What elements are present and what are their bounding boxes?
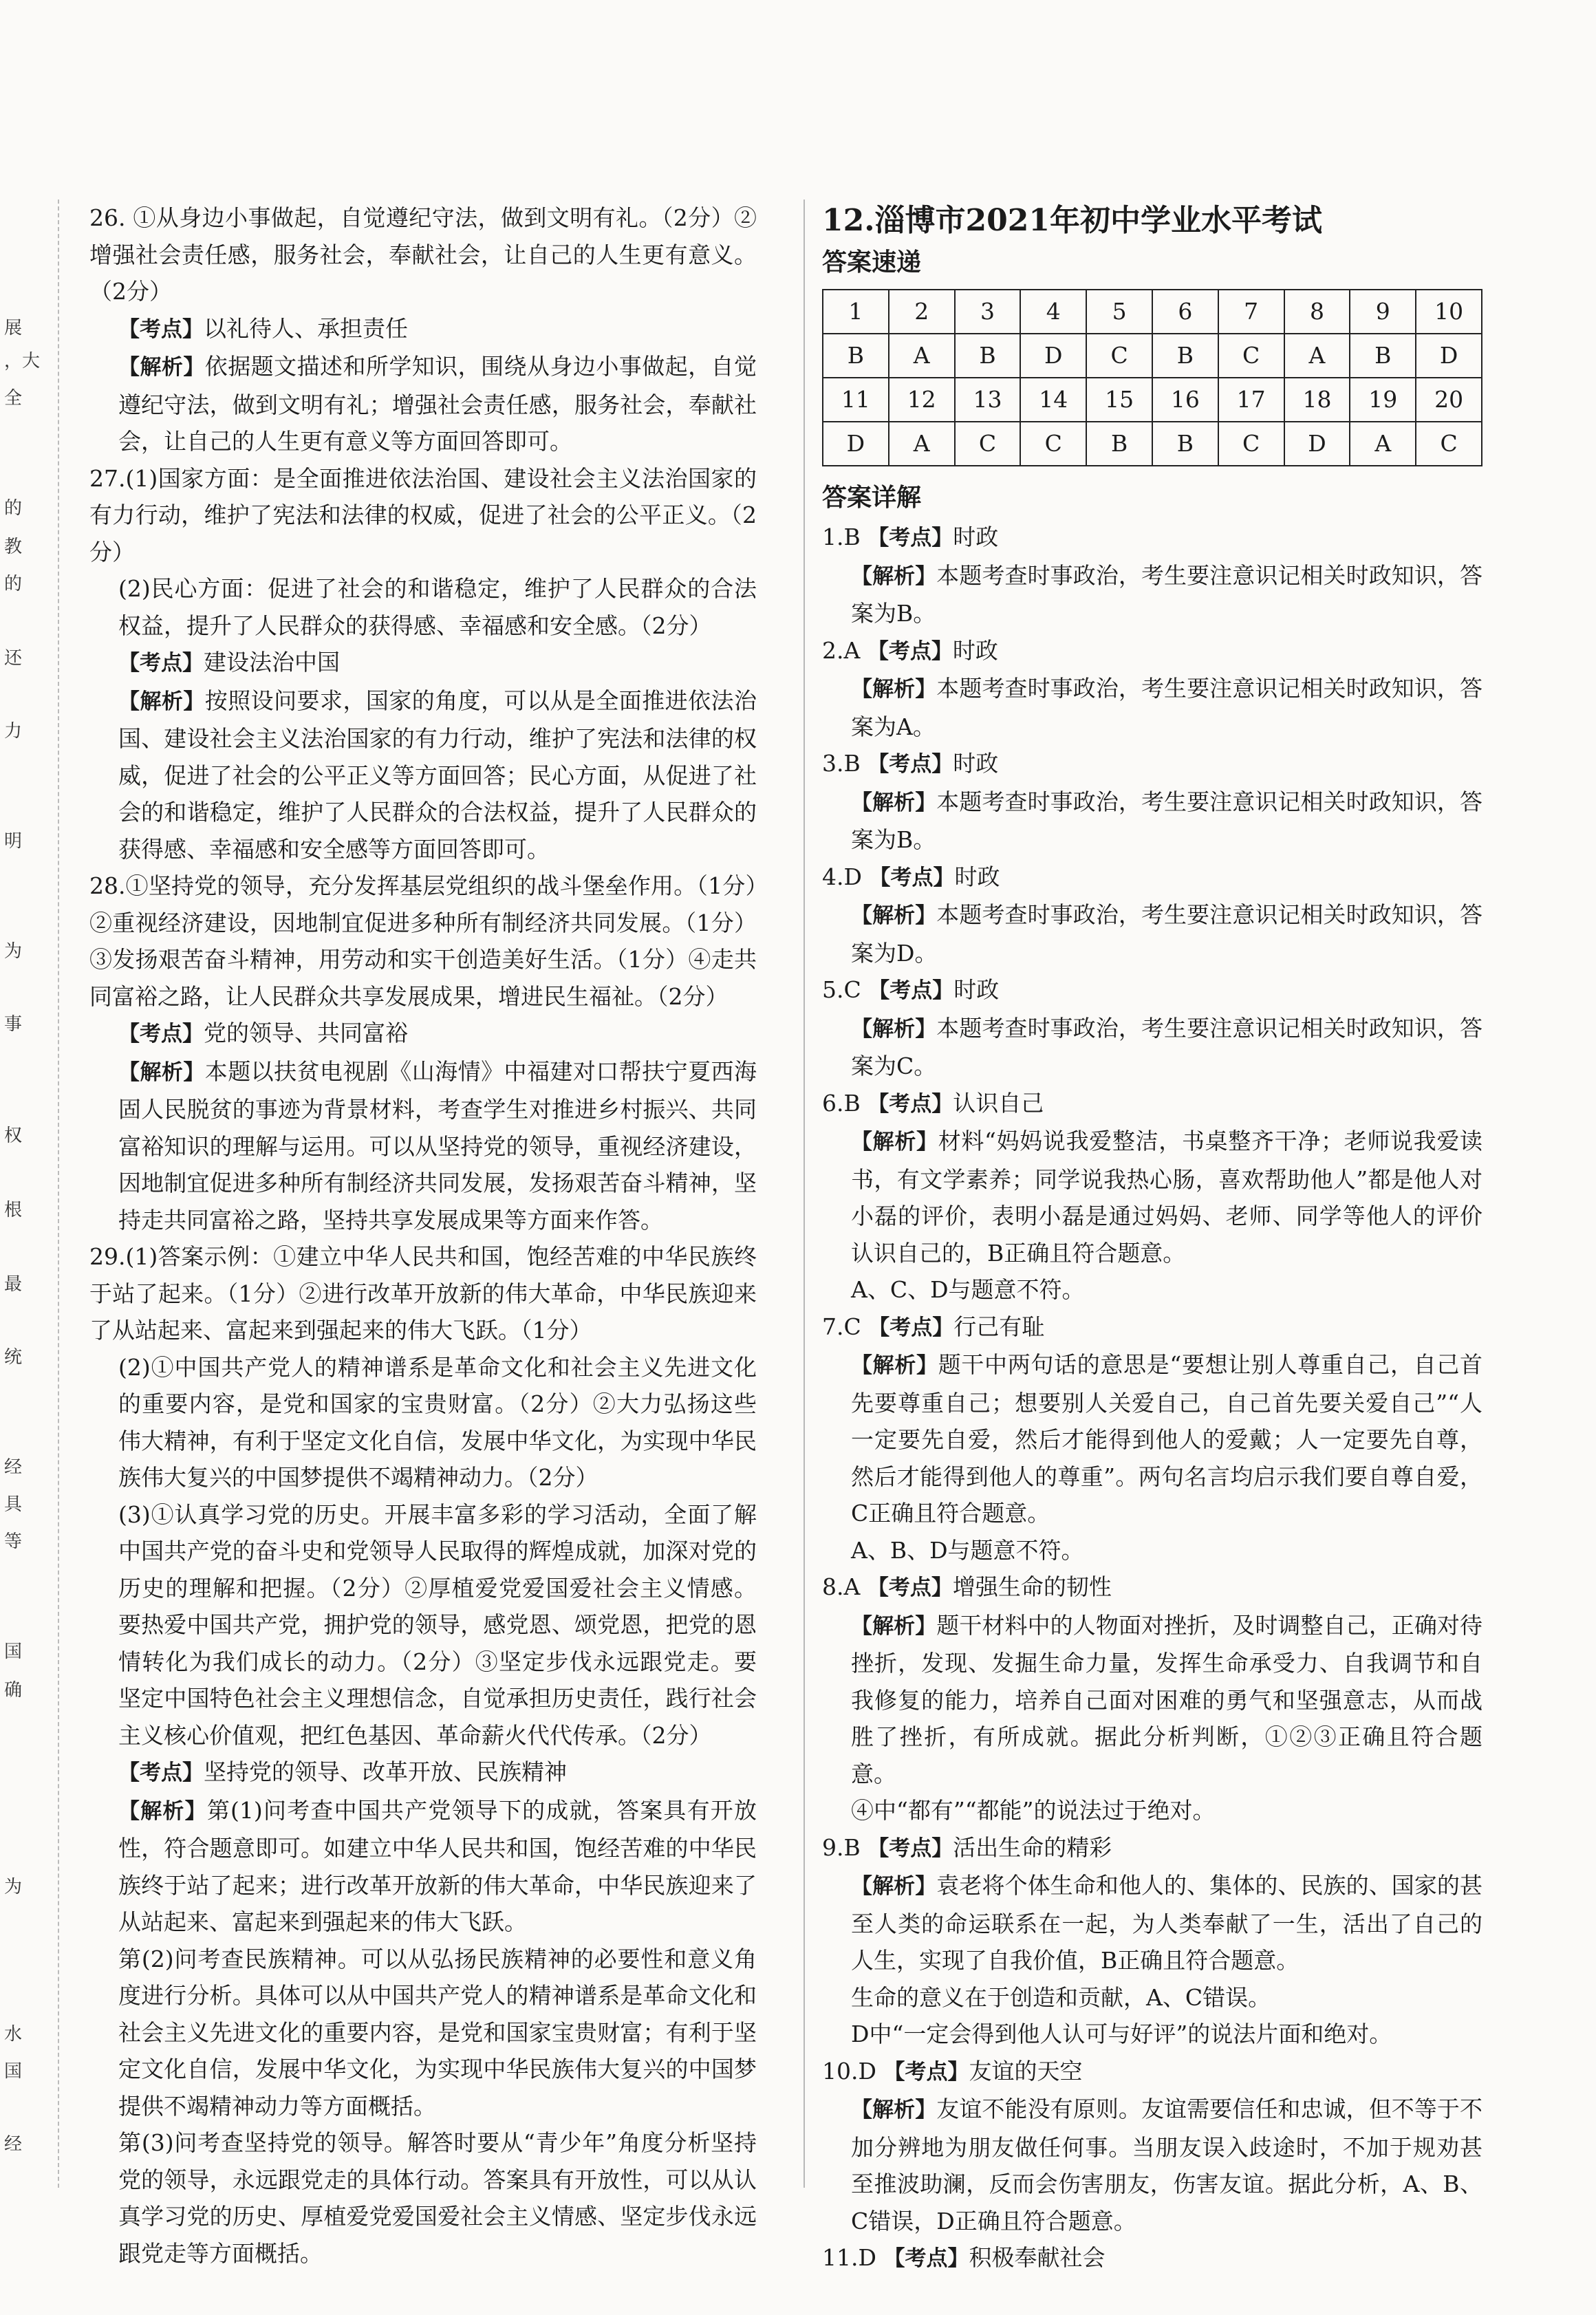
edge-fragment: 力 [4,721,23,742]
q29-jiexi-1: 【解析】第(1)问考查中国共产党领导下的成就，答案具有开放性，符合题意即可。如建立中华人民共和国，饱经苦难的中华民族终于站了起来；进行改革开放新的伟大革命，中华民族迎来了从站起来、富起来到强起来的伟大飞跃。 [118,1796,757,1935]
table-cell: 20 [1416,378,1482,422]
quick-answer-title: 答案速递 [822,248,922,277]
q8-header: 8.A 【考点】增强生命的韧性 [822,1573,1112,1600]
kaodian-label: 【考点】 [868,978,954,1003]
q6-header: 6.B 【考点】认识自己 [822,1089,1044,1117]
q9-extra-2: D中“一定会得到他人认可与好评”的说法片面和绝对。 [851,2021,1392,2047]
edge-fragment: 水 [4,2024,23,2045]
kaodian-label: 【考点】 [883,2246,969,2271]
jiexi-label: 【解析】 [851,1613,937,1639]
q1-header: 1.B 【考点】时政 [822,524,999,550]
q26-answer: 26. ①从身边小事做起，自觉遵纪守法，做到文明有礼。（2分）②增强社会责任感，服务社会，奉献社会，让自己的人生更有意义。（2分） [89,204,757,305]
edge-fragment: 经 [4,1457,23,1478]
q3-jiexi: 【解析】本题考查时事政治，考生要注意识记相关时政知识，答案为B。 [851,788,1483,853]
kaodian-label: 【考点】 [867,1575,953,1600]
edge-fragment: 的 [4,498,23,519]
kaodian-label: 【考点】 [867,752,953,777]
q28-jiexi: 【解析】本题以扶贫电视剧《山海情》中福建对口帮扶宁夏西海固人民脱贫的事迹为背景材料，考查学生对推进乡村振兴、共同富裕知识的理解与运用。可以从坚持党的领导，重视经济建设，因地制宜促进多种所有制经济共同发展，发扬艰苦奋斗精神，坚持走共同富裕之路，坚持共享发展成果等方面来作答。 [118,1057,757,1234]
table-cell: 17 [1218,378,1284,422]
right-column [822,200,1482,2278]
detail-title: 答案详解 [822,484,922,512]
table-cell: B [1350,334,1416,378]
q8-extra: ④中“都有”“都能”的说法过于绝对。 [851,1797,1216,1824]
left-column [89,200,757,2272]
edge-fragment: 经 [4,2134,23,2155]
edge-fragment: 为 [4,1877,23,1897]
q9-extra-1: 生命的意义在于创造和贡献，A、C错误。 [851,1983,1271,2011]
jiexi-label: 【解析】 [118,689,205,714]
jiexi-label: 【解析】 [851,2098,937,2122]
q26-jiexi: 【解析】依据题文描述和所学知识，围绕从身边小事做起，自觉遵纪守法，做到文明有礼；增强社会责任感，服务社会，奉献社会，让自己的人生更有意义等方面回答即可。 [118,353,757,455]
edge-fragment: 教 [4,537,23,557]
q10-jiexi: 【解析】友谊不能没有原则。友谊需要信任和忠诚，但不等于不加分辨地为朋友做任何事。当朋友误入歧途时，不加于规劝甚至推波助澜，反而会伤害朋友，伤害友谊。据此分析，A、B、C错误，D正确且符合题意。 [851,2096,1483,2235]
kaodian-label: 【考点】 [118,651,204,676]
edge-fragment: 明 [4,831,23,852]
jiexi-label: 【解析】 [851,1130,938,1154]
edge-fragment: 根 [4,1200,23,1220]
edge-fragment: 还 [4,648,23,669]
table-cell: D [1284,422,1350,466]
edge-fragment: 的 [4,574,23,594]
q7-header: 7.C 【考点】行己有耻 [822,1313,1045,1340]
table-cell: A [1350,422,1416,466]
table-row-answers-2 [823,422,1482,466]
table-cell: B [1086,422,1152,466]
binding-margin-line [58,200,61,2188]
q9-header: 9.B 【考点】活出生命的精彩 [822,1833,1112,1861]
q4-header: 4.D 【考点】时政 [822,863,1000,890]
q11-header: 11.D 【考点】积极奉献社会 [822,2244,1106,2271]
table-cell: 5 [1086,290,1152,334]
q1-jiexi: 【解析】本题考查时事政治，考生要注意识记相关时政知识，答案为B。 [851,561,1483,627]
table-cell: D [1416,334,1482,378]
edge-fragment: 为 [4,941,23,962]
q3-header: 3.B 【考点】时政 [822,750,999,777]
q29-jiexi-3: 第(3)问考查坚持党的领导。解答时要从“青少年”角度分析坚持党的领导，永远跟党走的具体行动。答案具有开放性，可以从认真学习党的历史、厚植爱党爱国爱社会主义情感、坚定步伐永远跟党走等方面概括。 [118,2129,757,2267]
table-cell: A [889,422,955,466]
q2-header: 2.A 【考点】时政 [822,636,998,664]
exam-title: 12.淄博市2021年初中学业水平考试 [822,203,1323,238]
jiexi-label: 【解析】 [851,563,937,589]
jiexi-label: 【解析】 [118,355,205,380]
kaodian-label: 【考点】 [867,526,953,550]
q29-jiexi-2: 第(2)问考查民族精神。可以从弘扬民族精神的必要性和意义角度进行分析。具体可以从中国共产党人的精神谱系是革命文化和社会主义先进文化的重要内容，是党和国家宝贵财富；有利于坚定文化自信，发展中华文化，为实现中华民族伟大复兴的中国梦提供不竭精神动力等方面概括。 [118,1945,757,2120]
table-cell: B [1152,334,1218,378]
jiexi-label: 【解析】 [851,677,937,702]
kaodian-label: 【考点】 [118,316,204,342]
jiexi-label: 【解析】 [851,1874,937,1899]
q27-kaodian: 【考点】建设法治中国 [118,649,340,676]
edge-fragment: 国 [4,1641,23,1662]
q7-jiexi: 【解析】题干中两句话的意思是“要想让别人尊重自己，自己首先要尊重自己；想要别人关爱自己，自己首先要关爱自己”“人一定要先自爱，然后才能得到他人的爱戴；人一定要先自尊，然后才能得到他人的尊重”。两句名言均启示我们要自尊自爱，C正确且符合题意。 [851,1351,1482,1527]
table-cell: 3 [955,290,1021,334]
q29-kaodian: 【考点】坚持党的领导、改革开放、民族精神 [118,1758,567,1785]
q10-header: 10.D 【考点】友谊的天空 [822,2057,1083,2085]
q29-answer-2: (2)①中国共产党人的精神谱系是革命文化和社会主义先进文化的重要内容，是党和国家的宝贵财富。（2分）②大力弘扬这些伟大精神，有利于坚定文化自信，发展中华文化，为实现中华民族伟大复兴的中国梦提供不竭精神动力。（2分） [118,1353,757,1491]
column-divider [804,200,805,2188]
table-cell: C [1086,334,1152,378]
q6-extra: A、C、D与题意不符。 [851,1276,1085,1303]
q29-answer-3: (3)①认真学习党的历史。开展丰富多彩的学习活动，全面了解中国共产党的奋斗史和党领导人民取得的辉煌成就，加深对党的历史的理解和把握。（2分）②厚植爱党爱国爱社会主义情感。要热爱中国共产党，拥护党的领导，感党恩、颂党恩，把党的恩情转化为我们成长的动力。（2分）③坚定步伐永远跟党走。要坚定中国特色社会主义理想信念，自觉承担历史责任，践行社会主义核心价值观，把红色基因、革命薪火代代传承。（2分） [118,1500,757,1749]
table-cell: 7 [1218,290,1284,334]
table-row-numbers-1 [823,290,1482,334]
table-cell: 11 [823,378,889,422]
table-cell: C [955,422,1021,466]
table-cell: 19 [1350,378,1416,422]
table-cell: 18 [1284,378,1350,422]
edge-fragment: 最 [4,1274,23,1295]
table-cell: 2 [889,290,955,334]
table-cell: C [1218,422,1284,466]
kaodian-label: 【考点】 [868,1315,954,1340]
kaodian-label: 【考点】 [118,1761,204,1785]
kaodian-label: 【考点】 [867,1091,953,1117]
table-cell: 13 [955,378,1021,422]
kaodian-label: 【考点】 [883,2059,969,2085]
q9-jiexi: 【解析】袁老将个体生命和他人的、集体的、民族的、国家的甚至人类的命运联系在一起，为人类奉献了一生，活出了自己的人生，实现了自我价值，B正确且符合题意。 [851,1872,1483,1974]
edge-fragment: 确 [4,1680,23,1701]
q29-answer-1: 29.(1)答案示例：①建立中华人民共和国，饱经苦难的中华民族终于站了起来。（1分）②进行改革开放新的伟大革命，中华民族迎来了从站起来、富起来到强起来的伟大飞跃。（1分） [89,1243,757,1344]
jiexi-label: 【解析】 [851,790,937,815]
q26-kaodian: 【考点】以礼待人、承担责任 [118,314,408,342]
edge-fragment: 全 [4,388,23,409]
q2-jiexi: 【解析】本题考查时事政治，考生要注意识记相关时政知识，答案为A。 [851,675,1483,740]
edge-fragment: ，大 [4,351,41,372]
table-cell: 14 [1020,378,1086,422]
table-cell: D [1020,334,1086,378]
edge-fragment: 事 [4,1014,23,1035]
jiexi-label: 【解析】 [118,1798,207,1824]
table-cell: 9 [1350,290,1416,334]
table-row-numbers-2 [823,378,1482,422]
table-cell: A [1284,334,1350,378]
kaodian-label: 【考点】 [869,865,955,890]
q28-answer: 28.①坚持党的领导，充分发挥基层党组织的战斗堡垒作用。（1分）②重视经济建设，因地制宜促进多种所有制经济共同发展。（1分）③发扬艰苦奋斗精神，用劳动和实干创造美好生活。（1分）④走共同富裕之路，让人民群众共享发展成果，增进民生福祉。（2分） [89,872,757,1010]
q7-extra: A、B、D与题意不符。 [851,1536,1084,1564]
kaodian-label: 【考点】 [867,638,953,664]
q27-jiexi: 【解析】按照设问要求，国家的角度，可以从是全面推进依法治国、建设社会主义法治国家的有力行动，维护了宪法和法律的权威，促进了社会的公平正义等方面回答；民心方面，从促进了社会的和谐稳定，维护了人民群众的合法权益，提升了人民群众的获得感、幸福感和安全感等方面回答即可。 [118,687,757,863]
left-edge-fragments [0,206,40,2201]
table-cell: C [1020,422,1086,466]
table-cell: 1 [823,290,889,334]
table-cell: A [889,334,955,378]
q4-jiexi: 【解析】本题考查时事政治，考生要注意识记相关时政知识，答案为D。 [851,901,1483,967]
table-cell: B [955,334,1021,378]
table-cell: 16 [1152,378,1218,422]
q8-jiexi: 【解析】题干材料中的人物面对挫折，及时调整自己，正确对待挫折，发现、发掘生命力量，发挥生命承受力、自我调节和自我修复的能力，培养自己面对困难的勇气和坚强意志，从而战胜了挫折，有所成就。据此分析判断，①②③正确且符合题意。 [851,1611,1483,1787]
q27-answer-2: (2)民心方面：促进了社会的和谐稳定，维护了人民群众的合法权益，提升了人民群众的获得感、幸福感和安全感。（2分） [118,575,757,639]
table-cell: B [1152,422,1218,466]
edge-fragment: 具 [4,1494,23,1515]
table-cell: C [1416,422,1482,466]
q5-header: 5.C 【考点】时政 [822,976,1000,1003]
edge-fragment: 等 [4,1531,23,1552]
jiexi-label: 【解析】 [851,903,937,928]
table-cell: 6 [1152,290,1218,334]
kaodian-label: 【考点】 [867,1835,953,1861]
edge-fragment: 展 [4,318,23,338]
edge-fragment: 权 [4,1126,23,1146]
jiexi-label: 【解析】 [118,1059,205,1085]
table-cell: 15 [1086,378,1152,422]
table-cell: 10 [1416,290,1482,334]
table-row-answers-1 [823,334,1482,378]
q6-jiexi: 【解析】材料“妈妈说我爱整洁，书桌整齐干净；老师说我爱读书，有文学素养；同学说我热心肠，喜欢帮助他人”都是他人对小磊的评价，表明小磊是通过妈妈、老师、同学等他人的评价认识自己的，B正确且符合题意。 [851,1128,1482,1267]
table-cell: B [823,334,889,378]
jiexi-label: 【解析】 [851,1353,938,1378]
edge-fragment: 国 [4,2061,23,2082]
table-cell: 4 [1020,290,1086,334]
answer-table [822,289,1482,466]
kaodian-label: 【考点】 [118,1022,204,1046]
table-cell: C [1218,334,1284,378]
table-cell: D [823,422,889,466]
table-cell: 12 [889,378,955,422]
table-cell: 8 [1284,290,1350,334]
q27-answer-1: 27.(1)国家方面：是全面推进依法治国、建设社会主义法治国家的有力行动，维护了宪法和法律的权威，促进了社会的公平正义。（2分） [89,464,757,566]
q5-jiexi: 【解析】本题考查时事政治，考生要注意识记相关时政知识，答案为C。 [851,1014,1483,1079]
edge-fragment: 统 [4,1347,23,1368]
q28-kaodian: 【考点】党的领导、共同富裕 [118,1020,408,1046]
jiexi-label: 【解析】 [851,1016,937,1042]
